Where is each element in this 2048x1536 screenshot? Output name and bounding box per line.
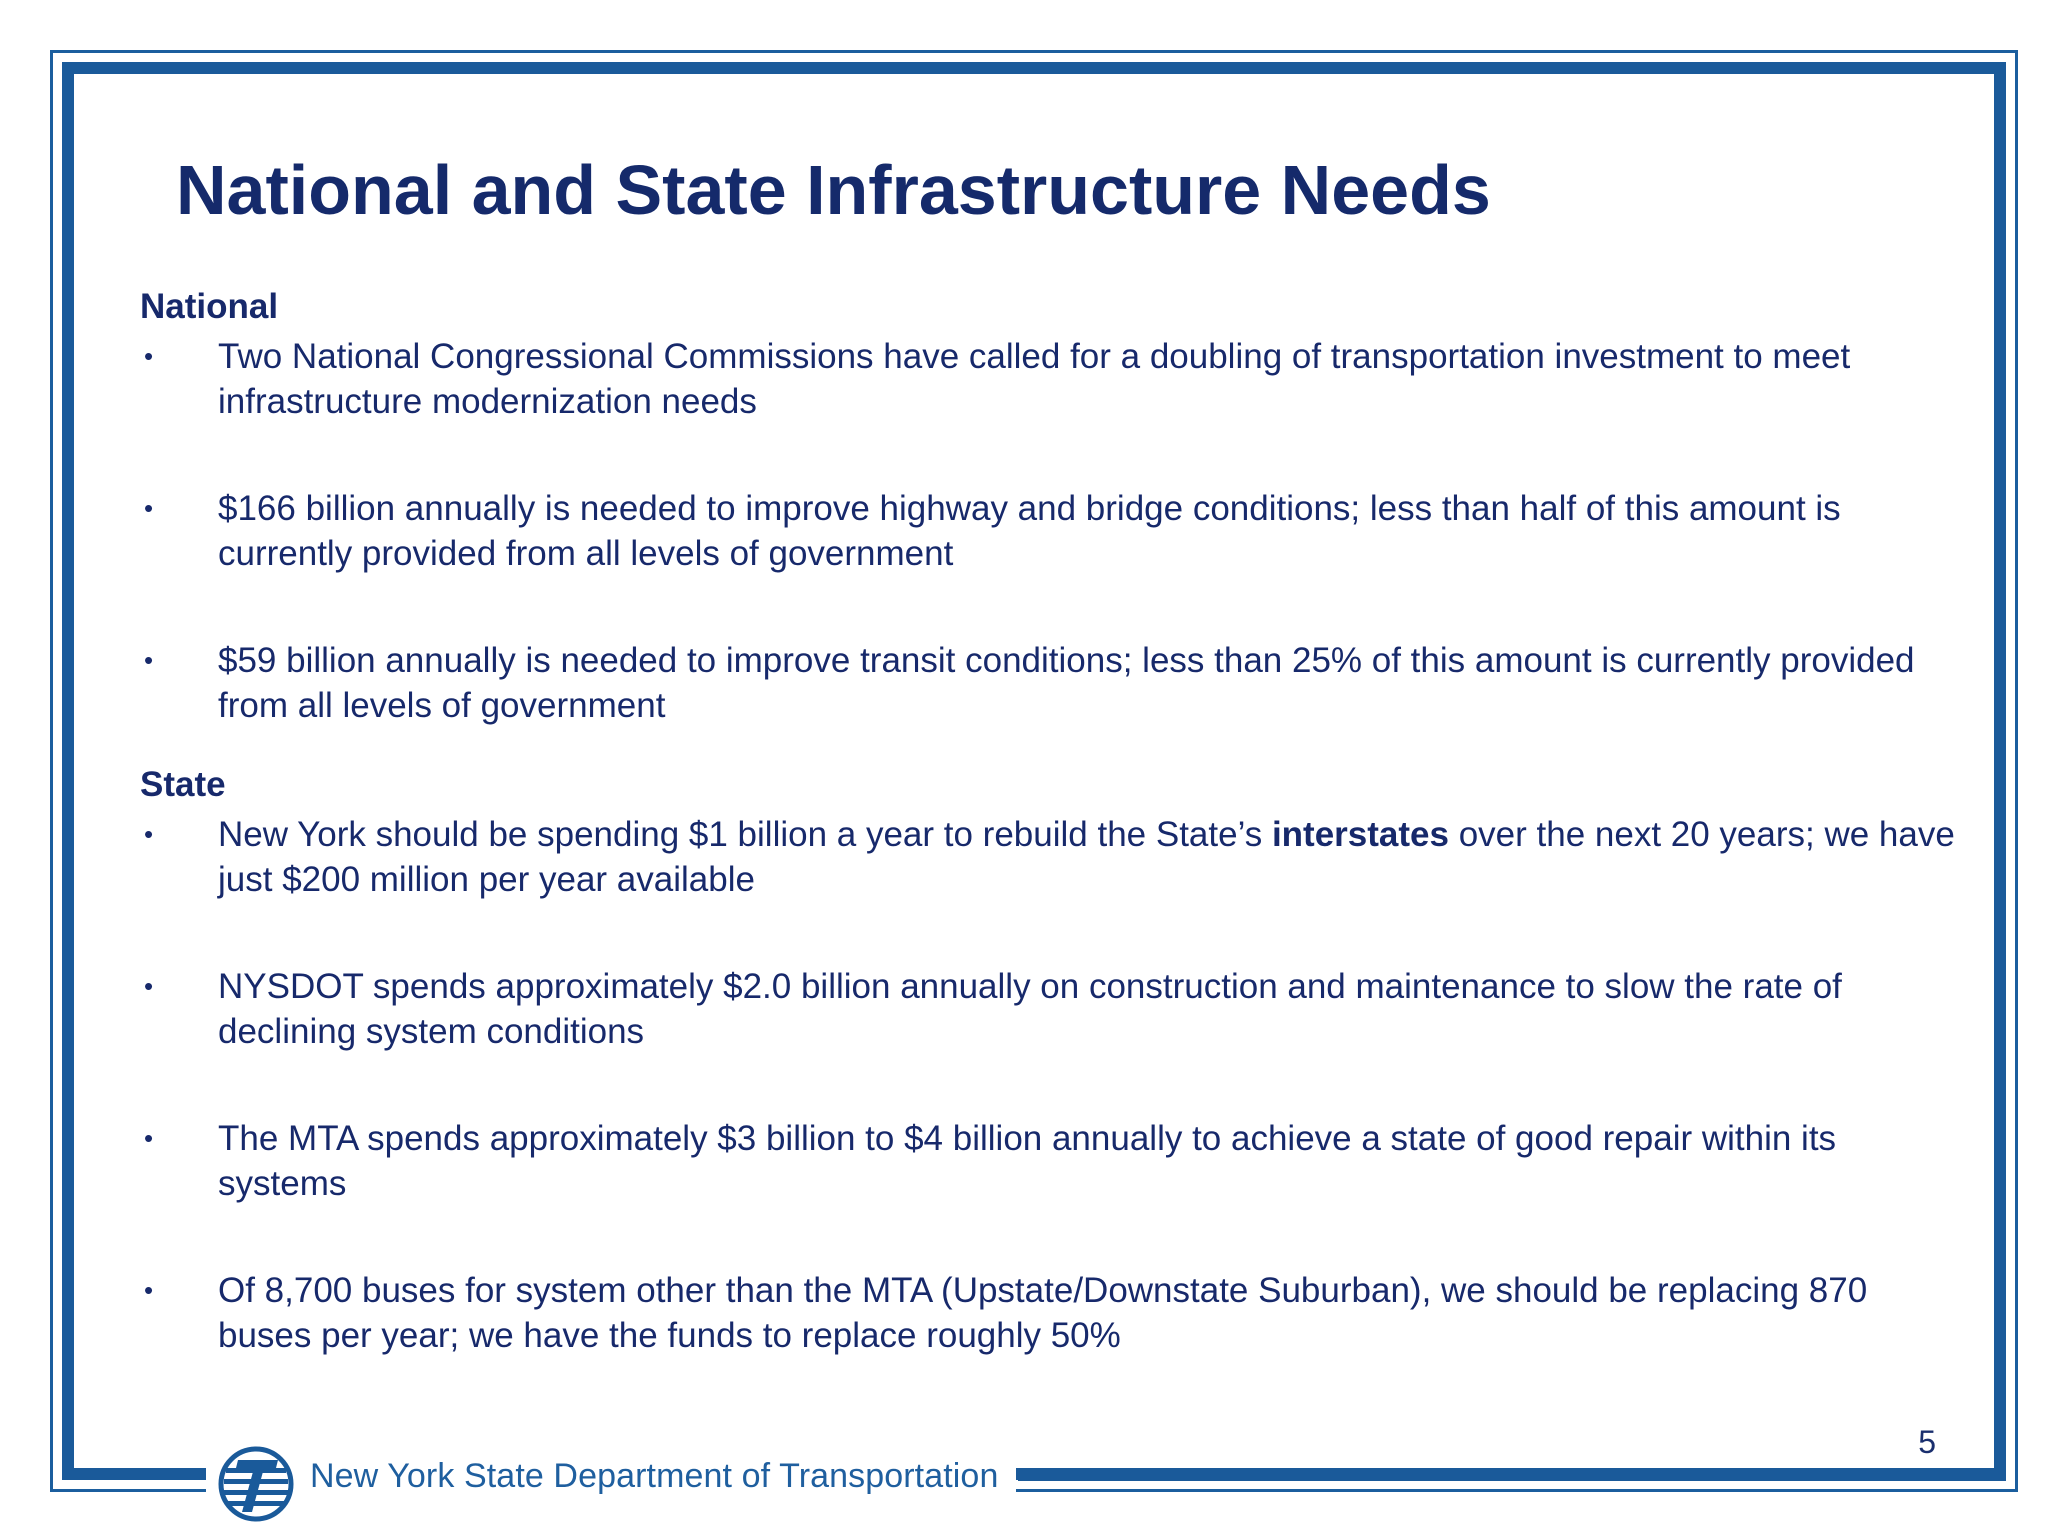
bullet-text: The MTA spends approximately $3 billion to $4 billion annually to achieve a state of good repair within its systems	[218, 1119, 1837, 1203]
bullet-text: Of 8,700 buses for system other than the MTA (Upstate/Downstate Suburban), we should be replacing 870 buses per year; we have the funds to replace roughly 50%	[218, 1271, 1868, 1355]
state-bullet	[140, 812, 1960, 902]
state-heading: State	[140, 765, 226, 804]
bullet-text-emphasis: interstates	[1271, 815, 1449, 854]
bullet-text: Two National Congressional Commissions have called for a doubling of transportation investment to meet infrastructure modernization needs	[218, 337, 1851, 421]
bullet-text-part: New York should be spending $1 billion a year to rebuild the State’s	[218, 815, 1272, 854]
bullet-text: $166 billion annually is needed to improve highway and bridge conditions; less than half of this amount is currently provided from all levels of government	[218, 489, 1841, 573]
national-bullet	[140, 486, 1960, 576]
bullet-text-part: over the next 20 years; we have just $200 million per year available	[218, 815, 1955, 899]
state-bullet	[140, 1268, 1960, 1358]
bullet-dot-icon: •	[144, 1123, 154, 1153]
nysdot-logo-icon	[218, 1446, 294, 1522]
slide-content	[140, 283, 1960, 1358]
bullet-dot-icon: •	[144, 971, 154, 1001]
bullet-dot-icon: •	[144, 341, 154, 371]
state-bullet-list	[140, 812, 1960, 1358]
national-heading: National	[140, 287, 279, 326]
bullet-dot-icon: •	[144, 1275, 154, 1305]
national-bullet	[140, 638, 1960, 728]
agency-name: New York State Department of Transportation	[310, 1457, 999, 1495]
bullet-text: $59 billion annually is needed to improve transit conditions; less than 25% of this amount is currently provided from all levels of government	[218, 641, 1915, 725]
bullet-dot-icon: •	[144, 819, 154, 849]
national-bullet-list	[140, 334, 1960, 728]
bullet-dot-icon: •	[144, 645, 154, 675]
footer-bar	[1018, 1471, 2006, 1481]
slide-title: National and State Infrastructure Needs	[176, 151, 1491, 229]
bullet-text: NYSDOT spends approximately $2.0 billion annually on construction and maintenance to slow the rate of declining system conditions	[218, 967, 1842, 1051]
page-number: 5	[1918, 1424, 1936, 1460]
bullet-dot-icon: •	[144, 493, 154, 523]
state-bullet	[140, 1116, 1960, 1206]
national-bullet	[140, 334, 1960, 424]
state-bullet	[140, 964, 1960, 1054]
